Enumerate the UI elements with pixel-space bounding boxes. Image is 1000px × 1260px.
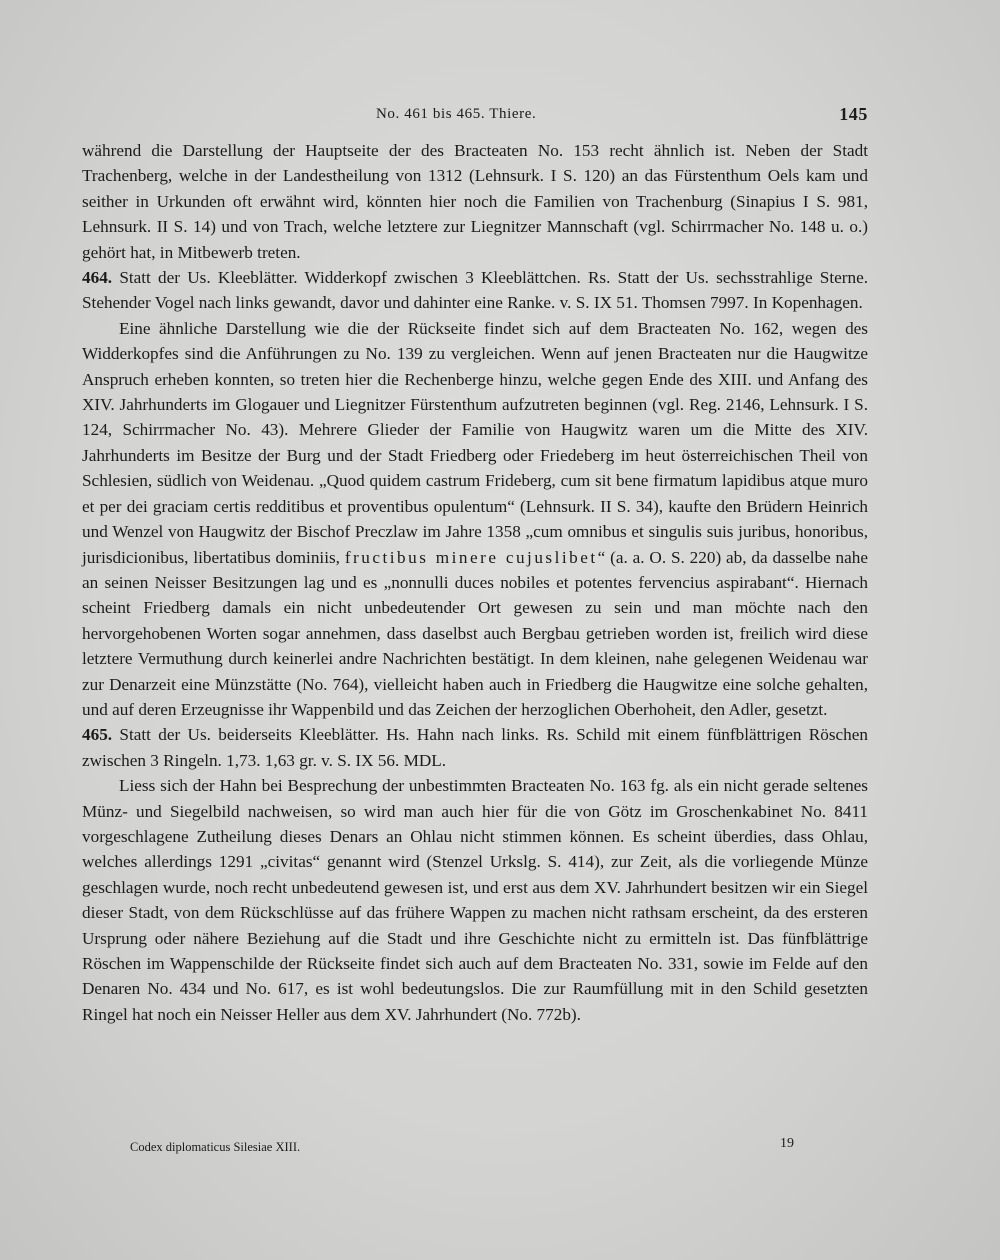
commentary-464 [82, 316, 868, 723]
entry-464 [82, 265, 868, 316]
entry-465 [82, 722, 868, 773]
body-text [82, 138, 868, 1027]
entry-number: 465. [82, 725, 113, 745]
paragraph-continuation [82, 138, 868, 265]
emphasized-quote: fructibus minere cujuslibet [344, 547, 598, 567]
entry-description: Statt der Us. beiderseits Kleeblätter. Hs. Hahn nach links. Rs. Schild mit einem fünfblättrigen Röschen zwischen 3 Ringeln. 1,73. 1,63 gr. v. S. IX 56. MDL. [82, 725, 868, 770]
paragraph-text-continued: “ (a. a. O. S. 220) ab, da dasselbe nahe an seinen Neisser Besitzungen lag und es „nonnulli duces nobiles et potentes fervencius aspirabant“. Hiernach scheint Friedberg damals ein nicht unbedeutender Ort gewesen zu sein und man möchte nach den hervorgehobenen Worten sogar annehmen, dass daselbst auch Bergbau getrieben worden ist, freilich wird diese letztere Vermuthung durch keinerlei andre Nachrichten bestätigt. In dem kleinen, nahe gelegenen Weidenau war zur Denarzeit eine Münzstätte (No. 764), vielleicht haben auch in Friedberg die Haugwitze eine solche gehalten, und auf deren Erzeugnisse ihr Wappenbild und das Zeichen der herzoglichen Oberhoheit, den Adler, gesetzt. [82, 547, 868, 719]
running-head: No. 461 bis 465. Thiere. [376, 106, 537, 122]
page-number: 145 [839, 104, 868, 124]
paragraph-text: Liess sich der Hahn bei Besprechung der unbestimmten Bracteaten No. 163 fg. als ein nicht gerade seltenes Münz- und Siegelbild nachweisen, so wird man auch hier für die von Götz im Groschenkabinet No. 8411 vorgeschlagene Zutheilung dieses Denars an Ohlau nicht stimmen können. Es scheint überdies, dass Ohlau, welches allerdings 1291 „civitas“ genannt wird (Stenzel Urkslg. S. 414), zur Zeit, als die vorliegende Münze geschlagen wurde, noch recht unbedeutend gewesen ist, und erst aus dem XV. Jahrhundert besitzen wir ein Siegel dieser Stadt, von dem Rückschlüsse auf das frühere Wappen zu machen nicht rathsam erscheint, da des ersteren Ursprung oder nähere Beziehung auf die Stadt und ihre Geschichte nicht zu ermitteln ist. Das fünfblättrige Röschen im Wappenschilde der Rückseite findet sich auch auf dem Bracteaten No. 331, sowie im Felde auf den Denaren No. 434 und No. 617, es ist wohl bedeutungslos. Die zur Raumfüllung mit in den Schild gesetzten Ringel hat noch ein Neisser Heller aus dem XV. Jahrhundert (No. 772b). [82, 776, 868, 1024]
paragraph-text: während die Darstellung der Hauptseite der des Bracteaten No. 153 recht ähnlich ist. Neben der Stadt Trachenberg, welche in der Landestheilung von 1312 (Lehnsurk. I S. 120) an das Fürstenthum Oels kam und seither in Urkunden oft erwähnt wird, könnten hier noch die Familien von Trachenburg (Sinapius I S. 981, Lehnsurk. II S. 14) und von Trach, welche letztere zur Liegnitzer Mannschaft (vgl. Schirrmacher No. 148 u. o.) gehört hat, in Mitbewerb treten. [82, 141, 868, 262]
series-title: Codex diplomaticus Silesiae XIII. [130, 1140, 301, 1154]
paragraph-text: Eine ähnliche Darstellung wie die der Rückseite findet sich auf dem Bracteaten No. 162, wegen des Widderkopfes sind die Anführungen zu No. 139 zu vergleichen. Wenn auf jenen Bracteaten nur die Haugwitze Anspruch erheben konnten, so treten hier die Rechenberge hinzu, welche gegen Ende des XIII. und Anfang des XIV. Jahrhunderts im Glogauer und Liegnitzer Fürstenthum aufzutreten beginnen (vgl. Reg. 2146, Lehnsurk. I S. 124, Schirrmacher No. 43). Mehrere Glieder der Familie von Haugwitz waren um die Mitte des XIV. Jahrhunderts im Besitze der Burg und der Stadt Friedberg oder Friedeberg im heut österreichischen Theil von Schlesien, südlich von Weidenau. „Quod quidem castrum Frideberg, cum sit bene firmatum lapidibus atque muro et per dei graciam certis redditibus et proventibus opulentum“ (Lehnsurk. II S. 34), kaufte den Brüdern Heinrich und Wenzel von Haugwitz der Bischof Preczlaw im Jahre 1358 „cum omnibus et singulis suis juribus, honoribus, jurisdicionibus, libertatibus dominiis, [82, 318, 868, 567]
signature-mark: 19 [780, 1136, 794, 1151]
page-header [82, 104, 868, 128]
entry-description: Statt der Us. Kleeblätter. Widderkopf zwischen 3 Kleeblättchen. Rs. Statt der Us. sechsstrahlige Sterne. Stehender Vogel nach links gewandt, davor und dahinter eine Ranke. v. S. IX 51. Thomsen 7997. In Kopenhagen. [82, 268, 869, 313]
entry-number: 464. [82, 268, 113, 288]
commentary-465 [82, 773, 868, 1027]
page-footer [82, 1136, 868, 1166]
